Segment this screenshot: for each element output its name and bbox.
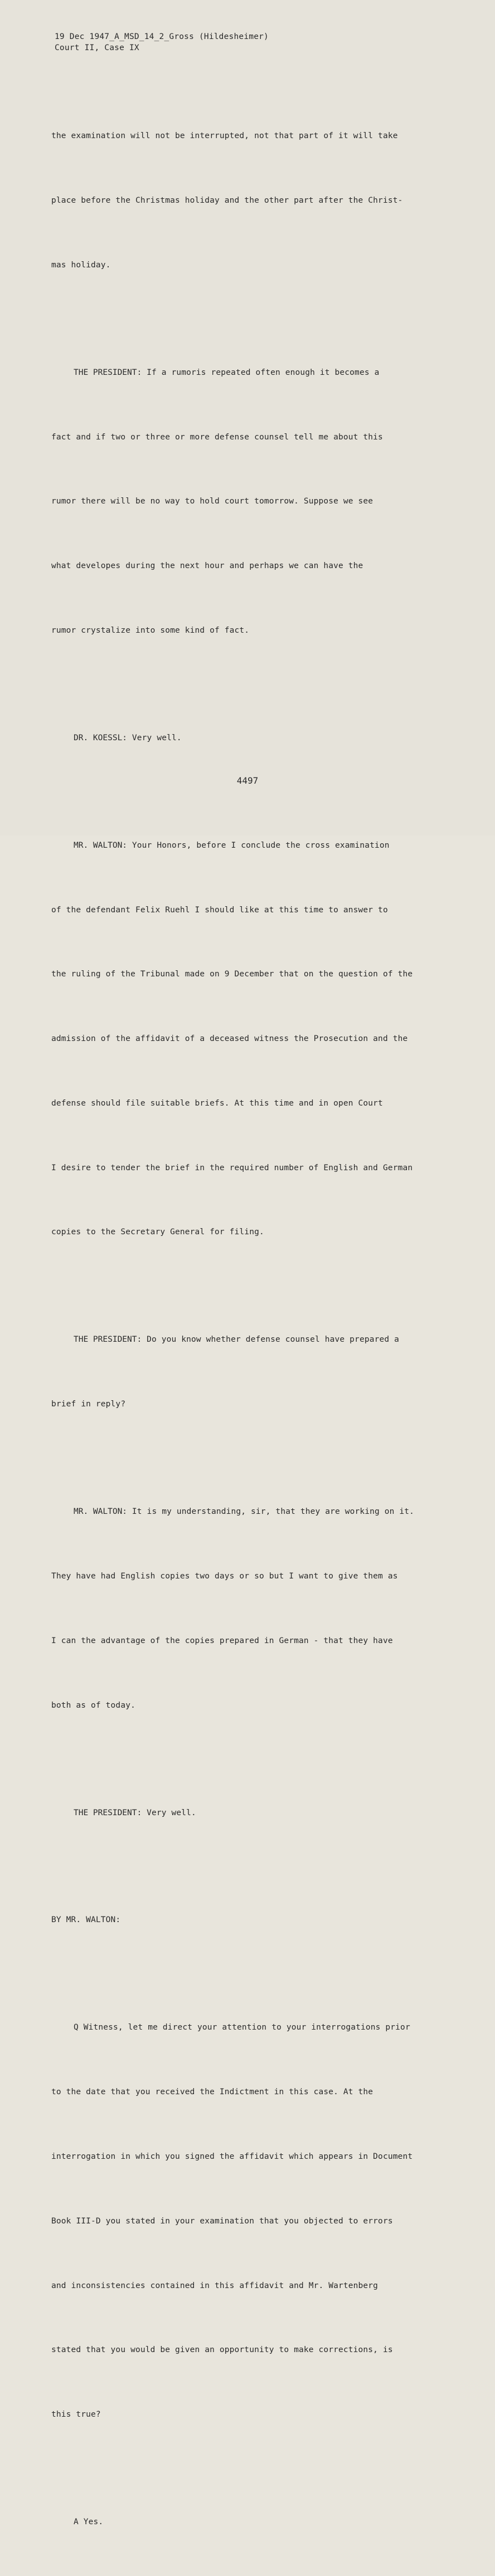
transcript-line: rumor there will be no way to hold court tomorrow. Suppose we see — [51, 497, 373, 506]
speaker-label: THE PRESIDENT: — [74, 368, 142, 377]
transcript-line: the ruling of the Tribunal made on 9 December that on the question of the — [51, 970, 413, 979]
transcript-line — [51, 1802, 450, 1824]
transcript-line: I can the advantage of the copies prepared in German - that they have — [51, 1636, 393, 1645]
page-number: 4497 — [236, 775, 259, 786]
transcript-paragraph — [51, 1974, 450, 2469]
line-text: It is my understanding, sir, that they are working on it. — [132, 1507, 415, 1517]
transcript-line: Q Witness, let me direct your attention to your interrogations prior — [74, 2023, 410, 2032]
header-reference-line: 19 Dec 1947_A_MSD_14_2_Gross (Hildesheimer) — [55, 32, 269, 41]
transcript-line: place before the Christmas holiday and the other part after the Christ- — [51, 195, 403, 205]
transcript-line: this true? — [51, 2410, 101, 2419]
line-text: If a rumoris repeated often enough it becomes a — [147, 368, 380, 377]
examination-heading: BY MR. WALTON: — [51, 1915, 121, 1925]
transcript-line: stated that you would be given an opportunity to make corrections, is — [51, 2345, 393, 2355]
transcript-paragraph — [51, 2469, 450, 2576]
transcript-paragraph — [51, 1866, 450, 1974]
transcript-line — [51, 1329, 450, 1351]
transcript-line: to the date that you received the Indictment in this case. At the — [51, 2088, 373, 2097]
header-court-line: Court II, Case IX — [55, 43, 139, 52]
transcript-line: mas holiday. — [51, 260, 111, 270]
transcript-line — [51, 727, 450, 749]
line-text: Do you know whether defense counsel have prepared a — [147, 1335, 399, 1345]
transcript-line: brief in reply? — [51, 1400, 126, 1409]
transcript-paragraph — [51, 792, 450, 1287]
transcript-line: fact and if two or three or more defense counsel tell me about this — [51, 432, 383, 442]
transcript-line: of the defendant Felix Ruehl I should like at this time to answer to — [51, 905, 388, 915]
transcript-line — [51, 1501, 450, 1523]
transcript-line: the examination will not be interrupted, not that part of it will take — [51, 131, 398, 141]
transcript-paragraph — [51, 82, 450, 319]
speaker-label: MR. WALTON: — [74, 840, 128, 850]
transcript-paragraph — [51, 1759, 450, 1866]
transcript-line: interrogation in which you signed the affidavit which appears in Document — [51, 2152, 413, 2161]
document-header — [55, 31, 269, 53]
transcript-line: both as of today. — [51, 1700, 135, 1710]
transcript-paragraph — [51, 319, 450, 685]
line-text: Very well. — [147, 1808, 196, 1817]
transcript-line: A Yes. — [74, 2518, 104, 2527]
transcript-line: Book III-D you stated in your examination that you objected to errors — [51, 2216, 393, 2226]
transcript-line: admission of the affidavit of a deceased witness the Prosecution and the — [51, 1034, 408, 1044]
transcript-line: rumor crystalize into some kind of fact. — [51, 625, 250, 635]
transcript-line: defense should file suitable briefs. At this time and in open Court — [51, 1098, 383, 1108]
transcript-line — [51, 362, 450, 384]
speaker-label: THE PRESIDENT: — [74, 1335, 142, 1345]
transcript-line: copies to the Secretary General for filing. — [51, 1228, 264, 1237]
speaker-label: MR. WALTON: — [74, 1507, 128, 1517]
speaker-label: DR. KOESSL: — [74, 733, 128, 742]
transcript-paragraph — [51, 1458, 450, 1759]
transcript-line: what developes during the next hour and perhaps we can have the — [51, 561, 363, 571]
transcript-line — [51, 835, 450, 857]
transcript-line: and inconsistencies contained in this affidavit and Mr. Wartenberg — [51, 2281, 378, 2290]
line-text: Your Honors, before I conclude the cross examination — [132, 840, 390, 850]
transcript-paragraph — [51, 1286, 450, 1458]
speaker-label: THE PRESIDENT: — [74, 1808, 142, 1817]
line-text: Very well. — [132, 733, 182, 742]
transcript-line: I desire to tender the brief in the required number of English and German — [51, 1163, 413, 1172]
transcript-body — [51, 82, 450, 2576]
transcript-line: They have had English copies two days or so but I want to give them as — [51, 1571, 398, 1581]
